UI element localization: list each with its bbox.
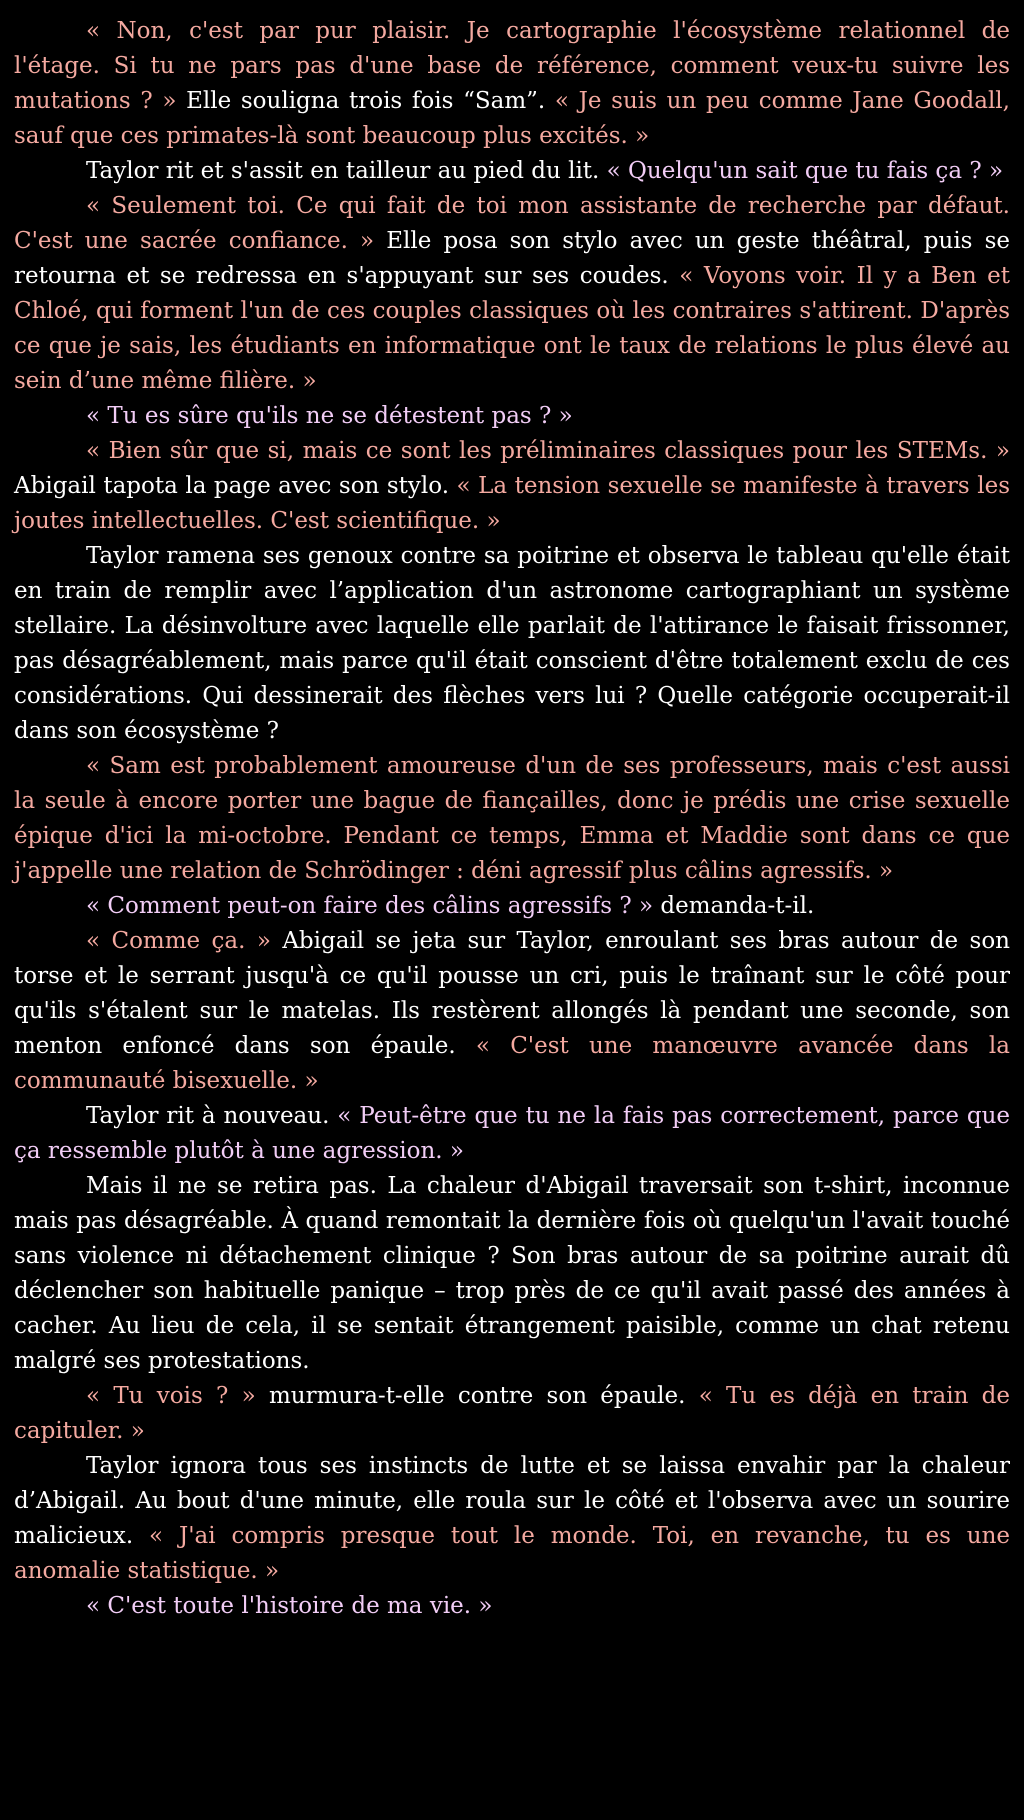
- dialogue-taylor: « Tu es sûre qu'ils ne se détestent pas ? »: [86, 403, 573, 429]
- narration-text: demanda-t-il.: [653, 893, 815, 919]
- narration-text: Mais il ne se retira pas. La chaleur d'Abigail traversait son t-shirt, inconnue mais pas désagréable. À quand remontait la dernière fois où quelqu'un l'avait touché sans violence ni détachement clinique ? Son bras autour de sa poitrine aurait dû déclencher son habituelle panique – trop près de ce qu'il avait passé des années à cacher. Au lieu de cela, il se sentait étrangement paisible, comme un chat retenu malgré ses protestations.: [14, 1173, 1010, 1374]
- narration-text: murmura-t-elle contre son épaule.: [255, 1383, 699, 1409]
- paragraph: [14, 1589, 1010, 1624]
- paragraph: [14, 154, 1010, 189]
- paragraph: [14, 189, 1010, 399]
- paragraph: [14, 1449, 1010, 1589]
- dialogue-abigail: « Bien sûr que si, mais ce sont les préliminaires classiques pour les STEMs. »: [86, 438, 1010, 464]
- paragraph: [14, 539, 1010, 749]
- paragraph: [14, 434, 1010, 539]
- dialogue-taylor: « Comment peut-on faire des câlins agressifs ? »: [86, 893, 654, 919]
- dialogue-abigail: « Tu vois ? »: [86, 1383, 256, 1409]
- dialogue-abigail: « C'est une manœuvre avancée dans la communauté bisexuelle. »: [14, 1033, 1010, 1094]
- paragraph: [14, 1099, 1010, 1169]
- narration-text: Taylor ramena ses genoux contre sa poitrine et observa le tableau qu'elle était en train de remplir avec l’application d'un astronome cartographiant un système stellaire. La désinvolture avec laquelle elle parlait de l'attirance le faisait frissonner, pas désagréablement, mais parce qu'il était conscient d'être totalement exclu de ces considérations. Qui dessinerait des flèches vers lui ? Quelle catégorie occuperait-il dans son écosystème ?: [14, 543, 1010, 744]
- dialogue-abigail: « Seulement toi. Ce qui fait de toi mon assistante de recherche par défaut. C'est une sacrée confiance. »: [14, 193, 1010, 254]
- paragraph: [14, 889, 1010, 924]
- dialogue-taylor: « Peut-être que tu ne la fais pas correctement, parce que ça ressemble plutôt à une agression. »: [14, 1103, 1010, 1164]
- dialogue-abigail: « Tu es déjà en train de capituler. »: [14, 1383, 1011, 1444]
- dialogue-taylor: « C'est toute l'histoire de ma vie. »: [86, 1593, 493, 1619]
- narration-text: Elle souligna trois fois “Sam”.: [176, 88, 555, 114]
- dialogue-abigail: « Sam est probablement amoureuse d'un de ses professeurs, mais c'est aussi la seule à encore porter une bague de fiançailles, donc je prédis une crise sexuelle épique d'ici la mi-octobre. Pendant ce temps, Emma et Maddie sont dans ce que j'appelle une relation de Schrödinger : déni agressif plus câlins agressifs. »: [14, 753, 1010, 884]
- paragraph: [14, 14, 1010, 154]
- narration-text: Abigail tapota la page avec son stylo.: [14, 473, 457, 499]
- dialogue-taylor: « Quelqu'un sait que tu fais ça ? »: [606, 158, 1004, 184]
- paragraph: [14, 399, 1010, 434]
- narration-text: Taylor rit à nouveau.: [86, 1103, 338, 1129]
- narration-text: Taylor ignora tous ses instincts de lutte et se laissa envahir par la chaleur d’Abigail. Au bout d'une minute, elle roula sur le côté et l'observa avec un sourire malicieux.: [14, 1453, 1010, 1549]
- dialogue-abigail: « J'ai compris presque tout le monde. Toi, en revanche, tu es une anomalie statistique. »: [14, 1523, 1010, 1584]
- narration-text: Abigail se jeta sur Taylor, enroulant ses bras autour de son torse et le serrant jusqu'à ce qu'il pousse un cri, puis le traînant sur le côté pour qu'ils s'étalent sur le matelas. Ils restèrent allongés là pendant une seconde, son menton enfoncé dans son épaule.: [14, 928, 1010, 1059]
- dialogue-abigail: « Je suis un peu comme Jane Goodall, sauf que ces primates-là sont beaucoup plus excités. »: [14, 88, 1010, 149]
- narration-text: Elle posa son stylo avec un geste théâtral, puis se retourna et se redressa en s'appuyant sur ses coudes.: [14, 228, 1011, 289]
- paragraph: [14, 1169, 1010, 1379]
- dialogue-abigail: « Comme ça. »: [86, 928, 271, 954]
- paragraph: [14, 924, 1010, 1099]
- dialogue-abigail: « La tension sexuelle se manifeste à travers les joutes intellectuelles. C'est scientifique. »: [14, 473, 1010, 534]
- narration-text: Taylor rit et s'assit en tailleur au pied du lit.: [86, 158, 607, 184]
- dialogue-abigail: « Voyons voir. Il y a Ben et Chloé, qui forment l'un de ces couples classiques où les contraires s'attirent. D'après ce que je sais, les étudiants en informatique ont le taux de relations le plus élevé au sein d’une même filière. »: [14, 263, 1010, 394]
- dialogue-abigail: « Non, c'est par pur plaisir. Je cartographie l'écosystème relationnel de l'étage. Si tu ne pars pas d'une base de référence, comment veux-tu suivre les mutations ? »: [14, 18, 1010, 114]
- paragraph: [14, 1379, 1010, 1449]
- paragraph: [14, 749, 1010, 889]
